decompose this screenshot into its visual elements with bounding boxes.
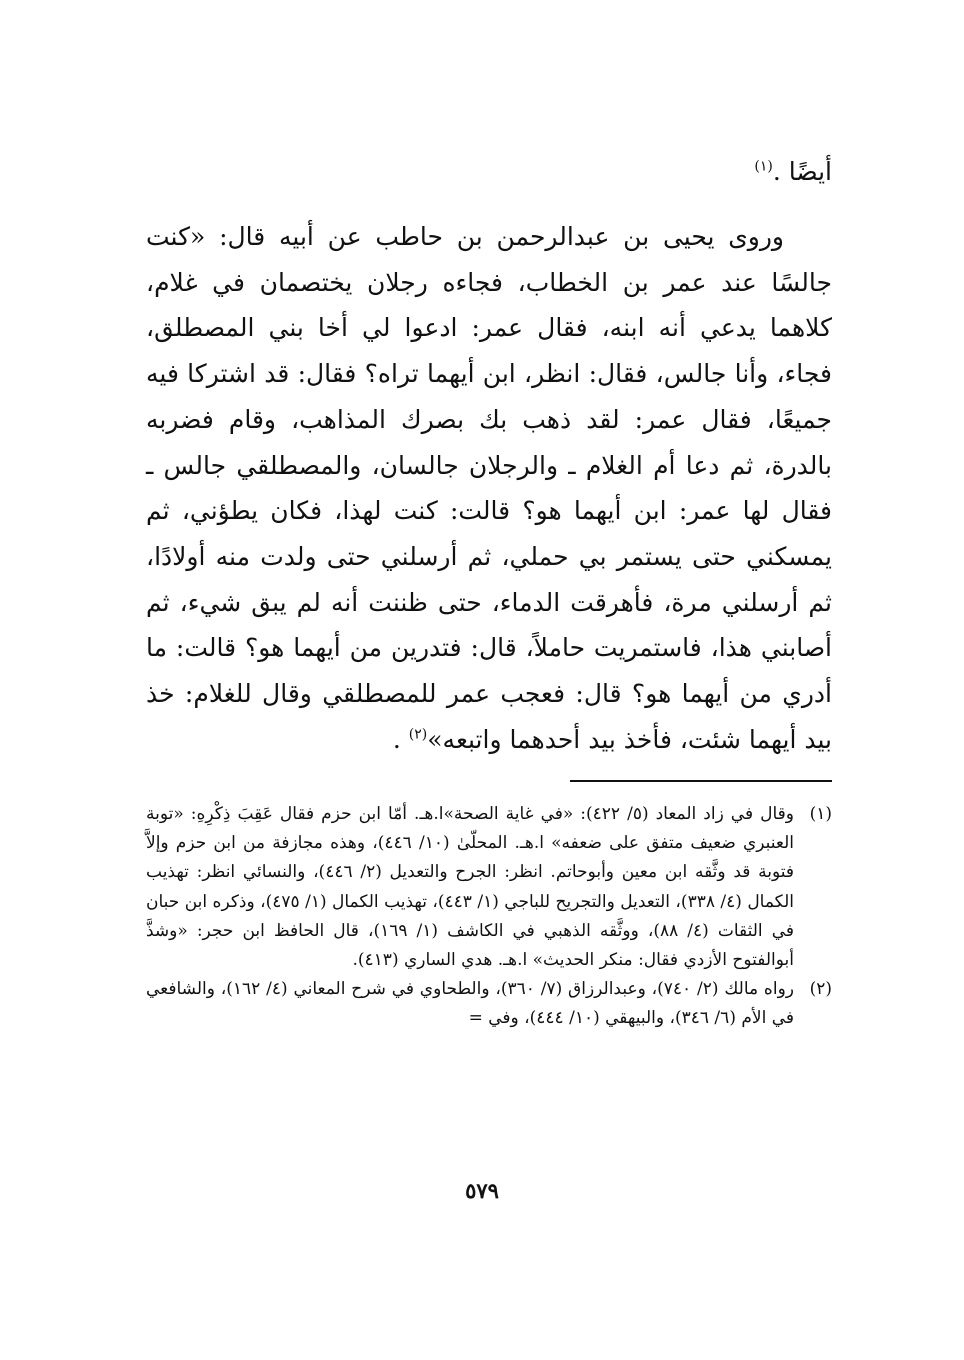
body-text: وروى يحيى بن عبدالرحمن بن حاطب عن أبيه قال: «كنت جالسًا عند عمر بن الخطاب، فجاءه رجلان يختصمان في غلام، كلاهما يدعي أنه ابنه، فقال عمر: ادعوا لي أخا بني المصطلق، فجاء، وأنا جالس، فقال: انظر، ابن أيهما تراه؟ فقال: قد اشتركا فيه جميعًا، فقال عمر: لقد ذهب بك بصرك المذاهب، وقام فضربه بالدرة، ثم دعا أم الغلام ـ والرجلان جالسان، والمصطلقي جالس ـ فقال لها عمر: ابن أيهما هو؟ قالت: كنت لهذا، فكان يطؤني، ثم يمسكني حتى يستمر بي حملي، ثم أرسلني حتى ولدت منه أولادًا، ثم أرسلني مرة، فأهرقت الدماء، حتى ظننت أنه لم يبق شيء، ثم أصابني هذا، فاستمريت حاملاً، قال: فتدرين من أيهما هو؟ قالت: ما أدري من أيهما هو؟ قال: فعجب عمر للمصطلقي وقال للغلام: خذ بيد أيهما شئت، فأخذ بيد أحدهما واتبعه» [146,222,832,754]
footnote-ref-2[interactable]: (٢) [408,726,428,743]
footnote-2 [146,975,832,1033]
footnote-text: وقال في زاد المعاد (٥/ ٤٢٢): «في غاية الصحة»ا.هـ. أمّا ابن حزم فقال عَقِبَ ذِكْرِهِ: «توبة العنبري ضعيف متفق على ضعفه» ا.هـ. المحلّىٰ (١٠/ ٤٤٦)، وهذه مجازفة من ابن حزم وإلاَّ فتوبة قد وثَّقه ابن معين وأبوحاتم. انظر: الجرح والتعديل (٢/ ٤٤٦)، والنسائي انظر: تهذيب الكمال (٤/ ٣٣٨)، التعديل والتجريح للباجي (١/ ٤٤٣)، تهذيب الكمال (١/ ٤٧٥)، وذكره ابن حبان في الثقات (٤/ ٨٨)، ووثَّقه الذهبي في الكاشف (١/ ١٦٩)، قال الحافظ ابن حجر: «وشذَّ أبوالفتوح الأزدي فقال: منكر الحديث» ا.هـ. هدي الساري (٤١٣). [146,804,794,971]
footnote-ref-1[interactable]: (١) [754,158,773,175]
opening-line [146,152,832,192]
opening-text: أيضًا . [772,157,832,186]
footnote-text: رواه مالك (٢/ ٧٤٠)، وعبدالرزاق (٧/ ٣٦٠)، والطحاوي في شرح المعاني (٤/ ١٦٢)، والشافعي في الأم (٦/ ٣٤٦)، والبيهقي (١٠/ ٤٤٤)، وفي = [146,979,794,1029]
footnote-1 [146,800,832,975]
footnote-separator [570,780,832,782]
body-end: . [392,724,409,754]
footnote-number: (١) [809,804,832,824]
page-number: ٥٧٩ [465,1178,499,1203]
footnotes-section [146,800,832,1034]
body-paragraph [146,214,832,762]
footnote-number: (٢) [809,979,832,1000]
